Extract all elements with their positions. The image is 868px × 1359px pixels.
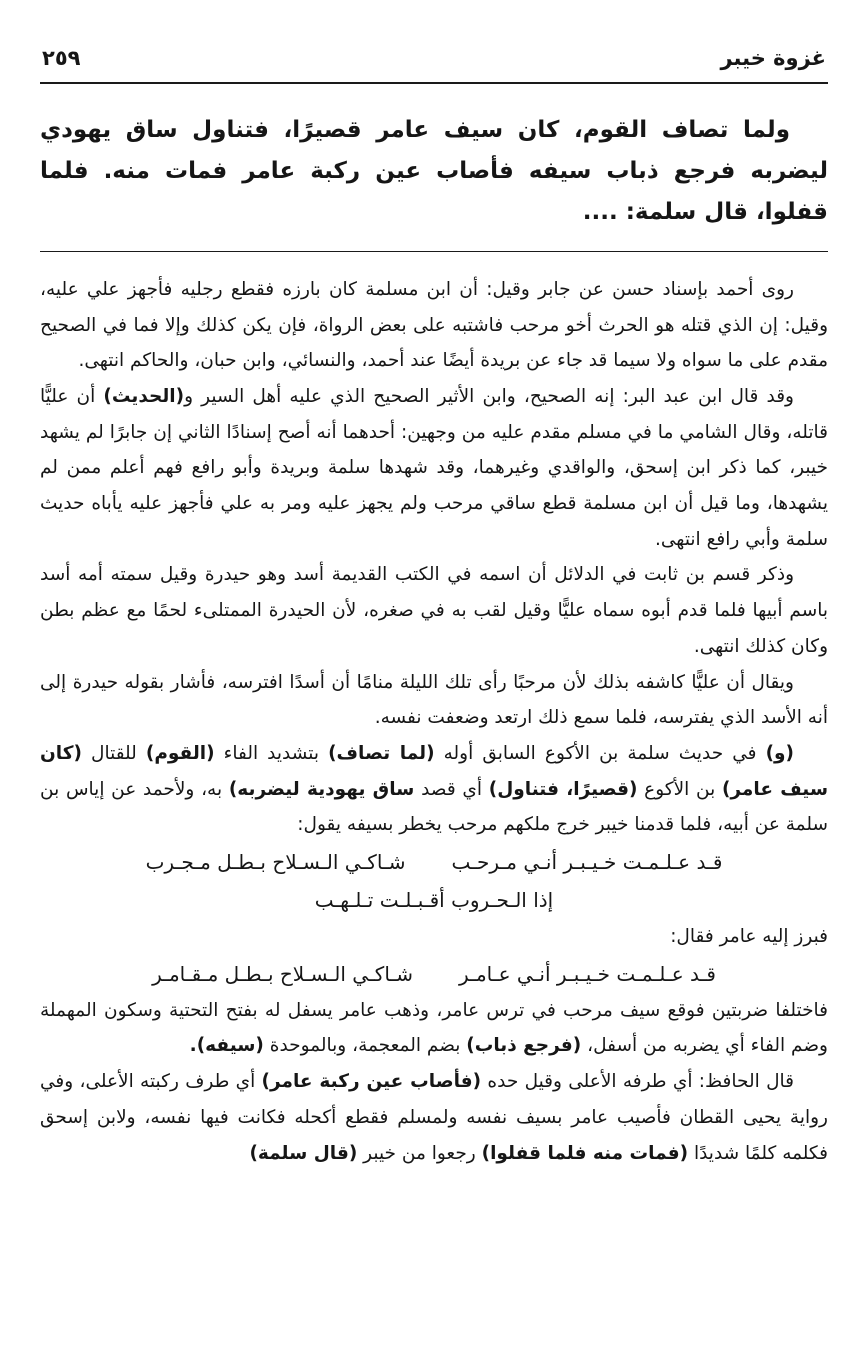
page-header xyxy=(40,46,828,70)
text-run: فاختلفا ضربتين فوقع سيف مرحب في ترس عامر، وذهب عامر يسفل له بفتح التحتية وسكون المهملة وضم الفاء أي يضربه من أسفل، xyxy=(40,999,828,1057)
text-run: بضم المعجمة، وبالموحدة xyxy=(263,1035,467,1057)
bold-term: (فرجع ذباب) xyxy=(466,1035,582,1057)
bold-term: (فمات منه فلما قفلوا) xyxy=(481,1142,689,1164)
text-run: وذكر قسم بن ثابت في الدلائل أن اسمه في الكتب القديمة أسد وهو حيدرة وقيل سمته أمه أسد باسم أبيها فلما قدم أبوه سماه عليًّا وقيل لقب به في صغره، لأن الحيدرة الممتلىء لحمًا مع عظم بطن وكان كذلك انتهى. xyxy=(40,564,828,657)
text-run: ويقال أن عليًّا كاشفه بذلك لأن مرحبًا رأى تلك الليلة منامًا أن أسدًا افترسه، فأشار بقوله حيدرة إلى أنه الأسد الذي يفترسه، فلما سمع ذلك ارتعد وضعفت نفسه. xyxy=(40,671,828,729)
bold-term: (لما تصاف) xyxy=(328,742,435,764)
hemistich-left: شـاكـي الـسـلاح بـطـل مـجـرب xyxy=(145,850,406,875)
text-run: وقد قال ابن عبد البر: إنه الصحيح، وابن الأثير الصحيح الذي عليه أهل السير و xyxy=(184,385,794,407)
bold-term: (القوم) xyxy=(145,742,215,764)
poetry-line xyxy=(40,955,828,993)
bold-term: (كان سيف عامر) xyxy=(40,742,829,800)
text-run: للقتال xyxy=(81,742,146,764)
text-run: أي طرف ركبته الأعلى، وفي رواية يحيى القطان فأصيب عامر بسيف نفسه ولمسلم فقطع أكحله فكانت فيها نفسه، ولابن إسحق فكلمه كلمًا شديدًا xyxy=(40,1071,828,1164)
chapter-title: غزوة خيبر xyxy=(720,46,826,70)
bold-term: (سيفه). xyxy=(189,1035,264,1057)
commentary-paragraph xyxy=(40,919,828,955)
commentary-paragraph xyxy=(40,665,828,736)
header-rule xyxy=(40,82,828,84)
text-run: به، ولأحمد عن إياس بن سلمة عن أبيه، فلما قدمنا خيبر خرج ملكهم مرحب يخطر بسيفه يقول: xyxy=(40,778,828,836)
hemistich-right: إذا الـحـروب أقـبـلـت تـلـهـب xyxy=(314,888,554,913)
text-run: رجعوا من خيبر xyxy=(357,1142,482,1164)
section-divider xyxy=(40,251,828,252)
text-run: في حديث سلمة بن الأكوع السابق أوله xyxy=(434,742,766,764)
commentary-paragraph xyxy=(40,557,828,664)
text-run: بتشديد الفاء xyxy=(214,742,329,764)
main-text: ولما تصاف القوم، كان سيف عامر قصيرًا، فتناول ساق يهودي ليضربه فرجع ذباب سيفه فأصاب عين ركبة عامر فمات منه. فلما قفلوا، قال سلمة: .... xyxy=(40,117,828,225)
commentary-paragraph xyxy=(40,736,828,843)
text-run: أن عليًّا قاتله، وقال الشامي ما في مسلم مقدم عليه من وجهين: أحدهما أنه أصح إسنادًا الثاني إن جابرًا لم يشهد خيبر، كما ذكر ابن إسحق، والواقدي وغيرهما، وقد شهدها سلمة وبريدة وأبو رافع فهم أعلم ممن لم يشهدها، وما قيل أن ابن مسلمة قطع ساقي مرحب ولم يجهز عليه ومر به علي فأجهز عليه يأباه حديث سلمة وأبي رافع انتهى. xyxy=(40,385,828,550)
bold-term: ساق يهودية ليضربه) xyxy=(228,778,415,800)
commentary-paragraph xyxy=(40,379,828,558)
commentary-paragraph xyxy=(40,1064,828,1171)
bold-term: (قصيرًا، فتناول) xyxy=(488,778,638,800)
poetry-line xyxy=(40,843,828,881)
commentary-paragraph xyxy=(40,993,828,1064)
text-run: بن الأكوع xyxy=(637,778,722,800)
text-run: فبرز إليه عامر فقال: xyxy=(670,926,828,948)
bold-term: (و) xyxy=(765,742,794,764)
text-run: قال الحافظ: أي طرفه الأعلى وقيل حده xyxy=(481,1071,794,1093)
text-run: أي قصد xyxy=(414,778,489,800)
bold-term: (الحديث) xyxy=(103,385,185,407)
hemistich-right: قـد عـلـمـت خـيـبـر أنـي مـرحـب xyxy=(451,850,723,875)
hemistich-right: قـد عـلـمـت خـيـبـر أنـي عـامـر xyxy=(459,961,716,986)
bold-term: (فأصاب عين ركبة عامر) xyxy=(261,1071,482,1093)
bold-term: (قال سلمة) xyxy=(249,1142,358,1164)
hemistich-left: شـاكـي الـسـلاح بـطـل مـقـامـر xyxy=(152,961,414,986)
page-number: ٢٥٩ xyxy=(42,46,81,70)
commentary xyxy=(40,272,828,1171)
text-run: روى أحمد بإسناد حسن عن جابر وقيل: أن ابن مسلمة كان بارزه فقطع رجليه فأجهز علي عليه، وقيل: إن الذي قتله هو الحرث أخو مرحب فاشتبه على بعض الرواة، فإن يكن كذلك وإلا فما في الصحيح مقدم على ما سواه ولا سيما قد جاء عن بريدة أيضًا عند أحمد، والنسائي، وابن حبان، والحاكم انتهى. xyxy=(40,278,828,372)
commentary-paragraph xyxy=(40,272,828,379)
poetry-line xyxy=(40,881,828,919)
